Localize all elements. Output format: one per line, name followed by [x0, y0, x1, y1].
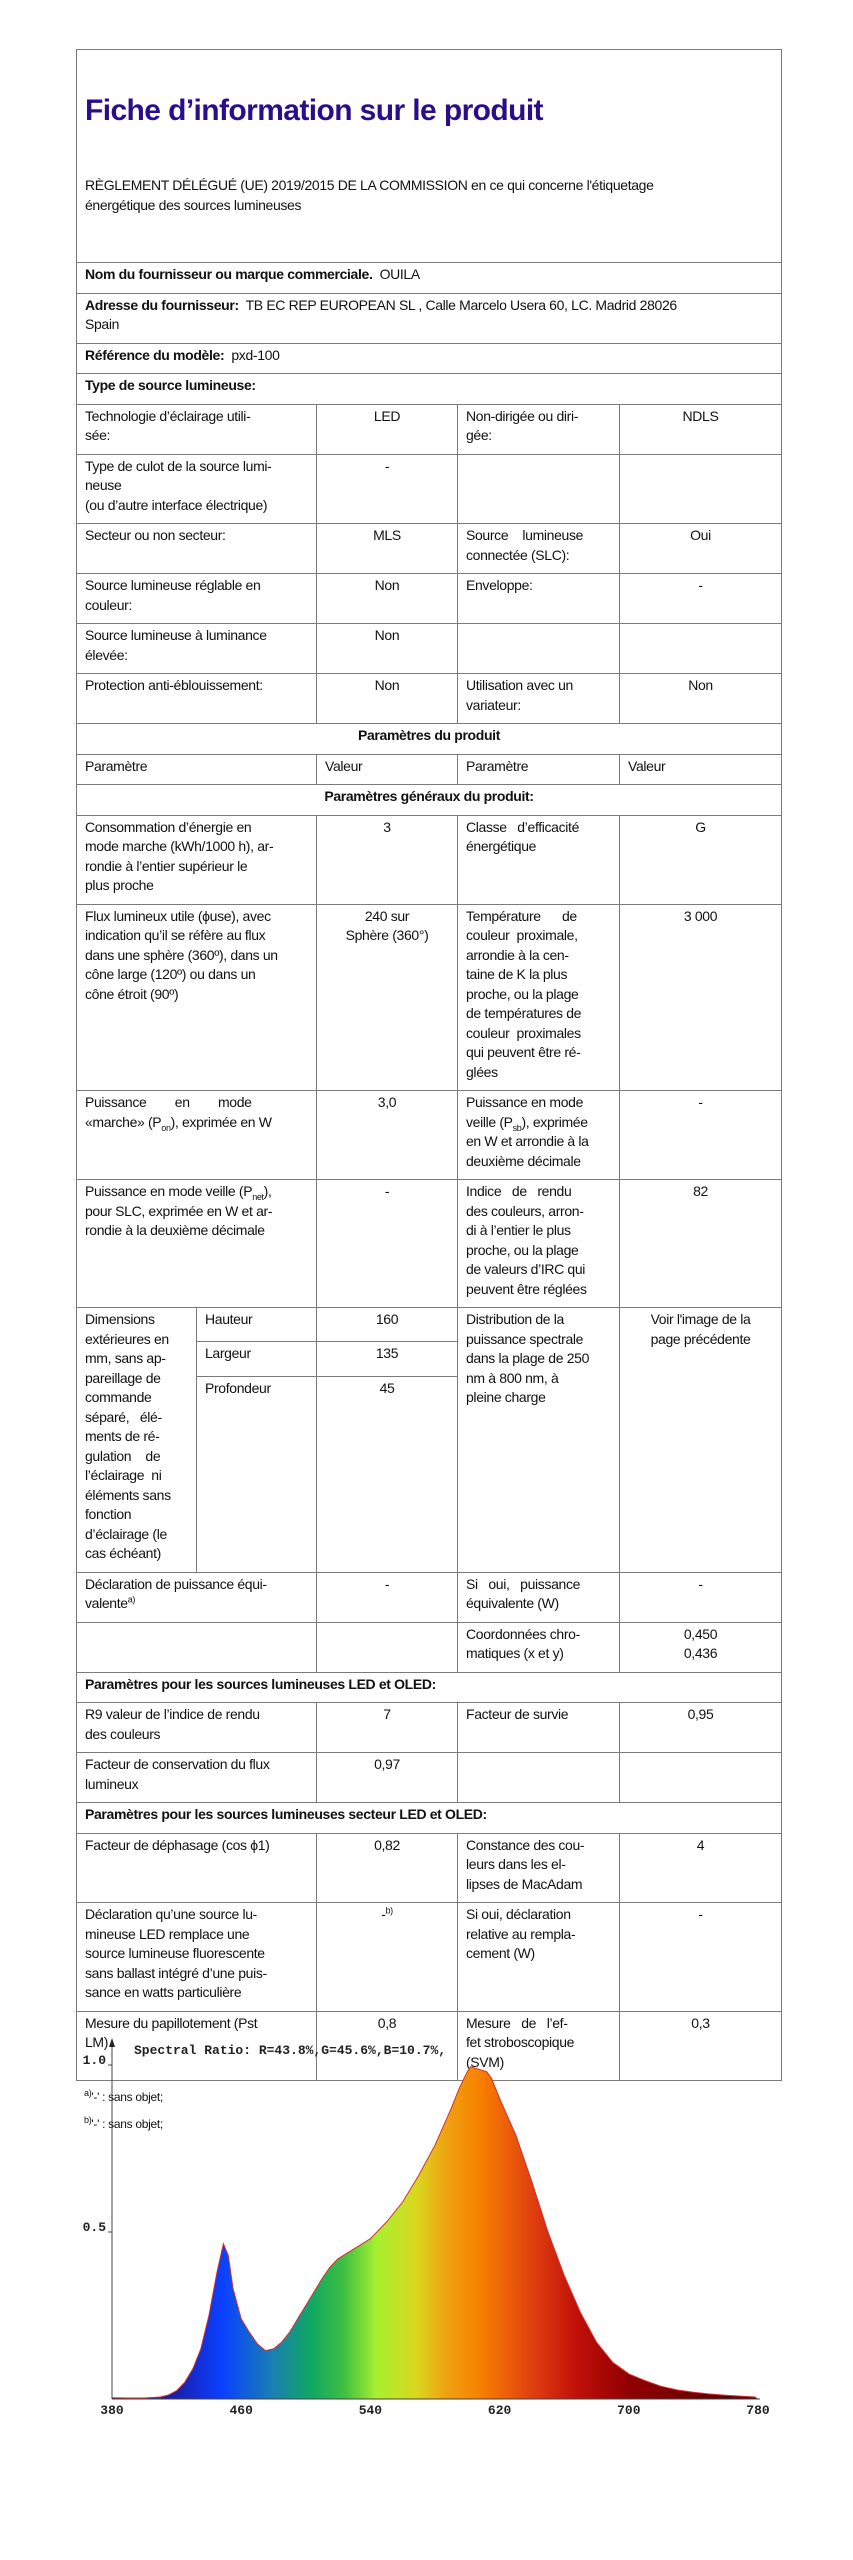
parameter-cell — [77, 524, 317, 574]
cell-text: 82 — [693, 1183, 708, 1199]
info-cell — [77, 263, 782, 294]
cell-text: 240 sur Sphère (360°) — [345, 907, 429, 943]
parameter-cell — [458, 674, 620, 724]
column-header — [77, 754, 317, 785]
info-row — [77, 293, 782, 343]
cell-text: Utilisation avec un variateur: — [466, 677, 573, 713]
cell-text: 0,82 — [374, 1836, 400, 1853]
cell-text: Facteur de conservation du flux lumineux — [85, 1756, 270, 1792]
table-row — [77, 674, 782, 724]
cell-text: - — [698, 1906, 703, 1922]
title-row — [77, 50, 782, 263]
value-cell — [317, 1833, 458, 1903]
spectrum-area — [112, 2067, 758, 2399]
value-cell — [317, 904, 458, 1091]
value-cell — [620, 674, 782, 724]
cell-text: Non — [688, 677, 713, 693]
dimension-row — [77, 1308, 782, 1342]
value-cell — [317, 1703, 458, 1753]
text-segment: ), exprimée en W — [170, 1113, 272, 1130]
parameter-cell — [458, 1572, 620, 1622]
cell-text: Enveloppe: — [466, 577, 533, 593]
table-row — [77, 574, 782, 624]
cell-text: Valeur — [325, 757, 363, 774]
y-tick-label: 1.0 — [82, 2053, 106, 2068]
table-row — [77, 524, 782, 574]
value-cell — [620, 1572, 782, 1622]
table-row — [77, 1833, 782, 1903]
table-row — [77, 1180, 782, 1308]
cell-text: R9 valeur de l’indice de rendu des couleurs — [85, 1706, 260, 1742]
value-cell — [317, 1622, 458, 1672]
parameter-cell — [458, 574, 620, 624]
info-value: OUILA — [379, 266, 420, 282]
parameter-cell — [458, 1091, 620, 1180]
cell-text: 3 — [383, 818, 391, 835]
cell-text: Mesure de l’ef- fet stroboscopique (SVM) — [466, 2014, 575, 2070]
cell-text: Secteur ou non secteur: — [85, 527, 226, 543]
value-cell — [317, 1180, 458, 1308]
cell-text: G — [695, 818, 706, 835]
subscript: net — [252, 1191, 264, 1202]
cell-text: Protection anti-éblouissement: — [85, 677, 263, 693]
section-heading: Paramètres généraux du produit: — [77, 785, 782, 816]
value-cell — [620, 815, 782, 904]
value-cell — [620, 404, 782, 454]
value-cell — [620, 1622, 782, 1672]
parameter-cell — [458, 1308, 620, 1573]
cell-text: 135 — [375, 1345, 399, 1362]
parameter-cell — [77, 1703, 317, 1753]
text-segment: ), exprimée en W et arrondie à la deuxième décimale — [466, 1113, 589, 1169]
value-cell — [317, 1572, 458, 1622]
cell-text: Technologie d’éclairage utili- sée: — [85, 407, 251, 443]
info-cell — [77, 293, 782, 343]
cell-text: Indice de rendu des couleurs, arron- di à l’entier le plus proche, ou la plage de valeurs d’IRC qui peuvent être réglées — [466, 1183, 587, 1297]
dimension-name — [197, 1342, 317, 1376]
text-segment: Déclaration de puissance équi- valente — [85, 1575, 267, 1611]
parameter-cell — [458, 1753, 620, 1803]
subscript: sb — [512, 1122, 522, 1133]
info-label: Nom du fournisseur ou marque commerciale. — [85, 266, 373, 282]
table-row — [77, 815, 782, 904]
cell-text: Type de culot de la source lumi- neuse (ou d’autre interface électrique) — [85, 457, 272, 513]
cell-text: Flux lumineux utile (ϕuse), avec indication qu’il se réfère au flux dans une sphère (360º), dans un cône large (120º) ou dans un cône étroit (90º) — [85, 907, 278, 1002]
cell-text: Profondeur — [205, 1379, 271, 1396]
cell-text: - — [384, 1183, 390, 1199]
section-row — [77, 724, 782, 755]
dimension-name — [197, 1308, 317, 1342]
parameter-cell — [458, 1833, 620, 1903]
footnote-text: '-' : sans objet; — [91, 2117, 163, 2131]
cell-text: Source lumineuse réglable en couleur: — [85, 577, 261, 613]
cell-text: 45 — [379, 1379, 395, 1396]
info-label: Adresse du fournisseur: — [85, 296, 239, 313]
spectral-distribution-chart — [0, 2020, 853, 2440]
section-row — [77, 785, 782, 816]
value-cell — [620, 524, 782, 574]
cell-text: 3 000 — [683, 907, 718, 924]
cell-text: 4 — [696, 1836, 705, 1853]
chart-title: Spectral Ratio: R=43.8%,G=45.6%,B=10.7%, — [134, 2043, 447, 2058]
parameter-cell — [458, 904, 620, 1091]
cell-text: Si oui, déclaration relative au rempla- cement (W) — [466, 1906, 576, 1961]
y-tick-label: 0.5 — [82, 2220, 106, 2235]
value-cell — [317, 815, 458, 904]
value-cell — [620, 1308, 782, 1573]
cell-text: Distribution de la puissance spectrale dans la plage de 250 nm à 800 nm, à pleine charge — [466, 1311, 589, 1405]
cell-text: Consommation d’énergie en mode marche (kWh/1000 h), ar- rondie à l’entier supérieur le plus proche — [85, 818, 274, 893]
table-row — [77, 1753, 782, 1803]
table-row — [77, 1703, 782, 1753]
value-cell — [317, 624, 458, 674]
cell-text: Constance des cou- leurs dans les el- lipses de MacAdam — [466, 1836, 585, 1892]
parameter-cell — [458, 454, 620, 524]
parameter-cell — [458, 404, 620, 454]
x-tick-label: 620 — [487, 2403, 512, 2418]
value-cell — [620, 574, 782, 624]
parameter-cell — [77, 1572, 317, 1622]
section-heading: Paramètres pour les sources lumineuses LED et OLED: — [77, 1672, 782, 1703]
cell-text: MLS — [373, 527, 401, 543]
value-cell — [317, 674, 458, 724]
section-heading: Paramètres pour les sources lumineuses secteur LED et OLED: — [77, 1803, 782, 1834]
section-row — [77, 374, 782, 405]
value-cell — [317, 454, 458, 524]
parameter-cell — [458, 524, 620, 574]
table-row — [77, 454, 782, 524]
regulation-text: RÈGLEMENT DÉLÉGUÉ (UE) 2019/2015 DE LA COMMISSION en ce qui concerne l'étiquetage énergétique des sources lumineuses — [85, 177, 654, 213]
product-information-sheet — [76, 49, 781, 2135]
cell-text: Source lumineuse à luminance élevée: — [85, 627, 267, 663]
cell-text: 0,450 0,436 — [683, 1625, 718, 1661]
cell-text: LED — [373, 407, 401, 424]
cell-text: - — [698, 1575, 703, 1592]
table-row — [77, 904, 782, 1091]
cell-text: Voir l'image de la page précédente — [650, 1311, 751, 1347]
parameter-cell — [458, 1903, 620, 2012]
footnote-mark: b) — [84, 2115, 92, 2125]
value-cell — [317, 404, 458, 454]
cell-text: 0,95 — [687, 1706, 714, 1722]
x-tick-label: 780 — [746, 2403, 770, 2418]
value-cell — [620, 1753, 782, 1803]
parameter-cell — [77, 574, 317, 624]
text-segment: Puissance en mode «marche» (P — [85, 1094, 252, 1130]
x-tick-label: 460 — [229, 2403, 253, 2418]
superscript: a) — [127, 1594, 136, 1605]
cell-text: Largeur — [205, 1345, 251, 1362]
text-segment: Puissance en mode veille (P — [466, 1094, 584, 1130]
parameter-cell — [77, 624, 317, 674]
value-cell — [620, 1833, 782, 1903]
column-header-row — [77, 754, 782, 785]
product-info-table — [76, 49, 782, 2081]
cell-text: Facteur de déphasage (cos ϕ1) — [85, 1836, 270, 1853]
parameter-cell — [77, 815, 317, 904]
column-header — [317, 754, 458, 785]
cell-text: Non — [374, 627, 400, 643]
value-cell — [317, 1091, 458, 1180]
text-segment: Puissance en mode veille (P — [85, 1183, 253, 1199]
cell-text: Mesure du papillotement (Pst LM) — [85, 2014, 258, 2050]
x-tick-label: 540 — [358, 2403, 383, 2418]
subscript: on — [161, 1122, 171, 1133]
table-row — [77, 624, 782, 674]
dimension-value — [317, 1308, 458, 1342]
y-axis-arrow-icon — [109, 2038, 115, 2047]
parameter-cell — [77, 904, 317, 1091]
cell-text: 0,97 — [374, 1756, 400, 1772]
parameter-cell — [77, 674, 317, 724]
page-title: Fiche d’information sur le produit — [85, 94, 543, 127]
parameter-cell — [77, 1833, 317, 1903]
dimension-name — [197, 1376, 317, 1572]
parameter-cell — [458, 624, 620, 674]
cell-text: - — [384, 457, 390, 474]
cell-text: 0,8 — [377, 2014, 397, 2031]
parameter-cell — [77, 454, 317, 524]
cell-text: Déclaration qu’une source lu- mineuse LED remplace une source lumineuse fluorescente sans ballast intégré d’une puis- sance en watts particulière — [85, 1906, 267, 2000]
table-row — [77, 1903, 782, 2012]
cell-text: - — [384, 1575, 390, 1592]
parameter-cell — [458, 1180, 620, 1308]
cell-text: Dimensions extérieures en mm, sans ap- pareillage de commande séparé, élé- ments de ré- gulation de l’éclairage ni éléments sans fonction d’éclairage (le cas échéant) — [85, 1311, 171, 1561]
parameter-cell — [77, 1753, 317, 1803]
dimension-value — [317, 1342, 458, 1376]
value-cell — [620, 1903, 782, 2012]
cell-text: 7 — [383, 1706, 391, 1722]
parameter-cell — [77, 1622, 317, 1672]
parameter-cell — [77, 1903, 317, 2012]
value-cell — [620, 624, 782, 674]
table-row — [77, 1622, 782, 1672]
info-row — [77, 343, 782, 374]
value-cell — [317, 1903, 458, 2012]
value-cell — [620, 904, 782, 1091]
text-segment: ), pour SLC, exprimée en W et ar- rondie à la deuxième décimale — [85, 1183, 273, 1238]
cell-text: Si oui, puissance équivalente (W) — [466, 1575, 581, 1611]
dimensions-label — [77, 1308, 197, 1573]
cell-text: Non — [374, 577, 400, 593]
parameter-cell — [458, 1622, 620, 1672]
cell-text: 0,3 — [691, 2014, 710, 2031]
column-header — [620, 754, 782, 785]
value-cell — [620, 1180, 782, 1308]
info-cell — [77, 343, 782, 374]
dimension-value — [317, 1376, 458, 1572]
cell-text: 160 — [375, 1311, 399, 1327]
table-row — [77, 1091, 782, 1180]
parameter-cell — [458, 815, 620, 904]
title-cell — [77, 50, 782, 263]
value-cell — [620, 454, 782, 524]
cell-text: Source lumineuse connectée (SLC): — [466, 527, 584, 563]
cell-text: Paramètre — [466, 757, 529, 774]
table-row — [77, 404, 782, 454]
cell-text: Oui — [690, 527, 711, 543]
footnote-mark: a) — [84, 2088, 92, 2098]
value-cell — [620, 1091, 782, 1180]
superscript: b) — [385, 1905, 393, 1916]
cell-text: Température de couleur proximale, arrondie à la cen- taine de K la plus proche, ou la plage de températures de couleur proximales qui peuvent être ré- glées — [466, 907, 582, 1080]
section-heading: Type de source lumineuse: — [77, 374, 782, 405]
info-label: Référence du modèle: — [85, 346, 225, 363]
cell-text: Facteur de survie — [466, 1706, 569, 1722]
text-segment: - — [381, 1906, 386, 1922]
cell-text: Coordonnées chro- matiques (x et y) — [466, 1625, 580, 1661]
value-cell — [317, 524, 458, 574]
section-heading: Paramètres du produit — [77, 724, 782, 755]
parameter-cell — [77, 1091, 317, 1180]
cell-text: Paramètre — [85, 757, 148, 774]
cell-text: Hauteur — [205, 1311, 253, 1327]
info-value: TB EC REP EUROPEAN SL , Calle Marcelo Usera 60, LC. Madrid 28026 Spain — [85, 296, 677, 332]
cell-text: Non-dirigée ou diri- gée: — [466, 407, 579, 443]
cell-text: - — [698, 1094, 703, 1110]
column-header — [458, 754, 620, 785]
info-row — [77, 263, 782, 294]
cell-text: - — [698, 577, 703, 593]
value-cell — [620, 1703, 782, 1753]
section-row — [77, 1672, 782, 1703]
parameter-cell — [77, 1180, 317, 1308]
cell-text: Valeur — [628, 757, 666, 774]
cell-text: 3,0 — [377, 1094, 397, 1110]
value-cell — [317, 574, 458, 624]
x-tick-label: 700 — [617, 2403, 641, 2418]
parameter-cell — [458, 1703, 620, 1753]
cell-text: Classe d’efficacité énergétique — [466, 818, 580, 854]
info-value: pxd-100 — [231, 346, 280, 363]
value-cell — [317, 1753, 458, 1803]
cell-text: Non — [374, 677, 400, 693]
parameter-cell — [77, 404, 317, 454]
x-tick-label: 380 — [100, 2403, 124, 2418]
cell-text: NDLS — [682, 407, 719, 424]
table-row — [77, 1572, 782, 1622]
section-row — [77, 1803, 782, 1834]
footnote-text: '-' : sans objet; — [91, 2090, 163, 2104]
